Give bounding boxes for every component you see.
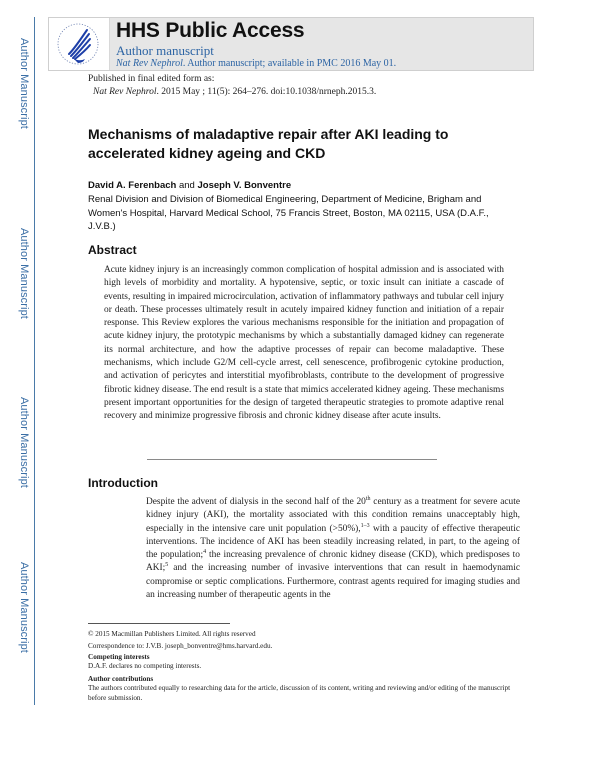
intro-text-segment: century as a treatment for severe acute kidney injury (AKI), the mortality associated with this condition remains unacceptably high, especially in the intensive care unit population (>50%), <box>146 497 520 534</box>
sidebar-label-author-manuscript: Author Manuscript <box>18 228 30 319</box>
hhs-eagle-logo-icon <box>49 18 109 70</box>
header-availability <box>116 58 396 69</box>
author-joiner: and <box>176 180 198 191</box>
sidebar-label-author-manuscript: Author Manuscript <box>18 562 30 653</box>
author-contributions-text: The authors contributed equally to researching data for the article, discussion of its content, writing and reviewing and/or editing of the manuscript before submission. <box>88 684 511 702</box>
intro-text-segment: and the increasing number of invasive interventions that can result in haemodynamic compromise or septic complications. Furthermore, contrast agents required for imaging studies and an increasing number of therapeutic agents in the <box>146 563 520 601</box>
citation-reference[interactable]: 1–3 <box>360 522 370 529</box>
header-subtitle: Author manuscript <box>116 43 214 58</box>
hhs-header-banner <box>48 17 534 71</box>
citation-reference[interactable]: 4 <box>203 549 207 556</box>
correspondence-note: Correspondence to: J.V.B. joseph_bonventre@hms.harvard.edu. <box>88 642 273 650</box>
abstract-heading: Abstract <box>88 243 137 257</box>
header-title: HHS Public Access <box>116 19 305 42</box>
copyright-notice: © 2015 Macmillan Publishers Limited. All rights reserved <box>88 630 256 638</box>
competing-interests-label: Competing interests <box>88 653 150 661</box>
published-label: Published in final edited form as: <box>88 74 215 84</box>
author-name: Joseph V. Bonventre <box>197 180 292 191</box>
introduction-text <box>146 496 520 602</box>
hhs-logo <box>49 18 110 70</box>
header-journal: Nat Rev Nephrol <box>116 58 183 69</box>
footnote-divider <box>88 623 230 624</box>
citation-reference[interactable]: 5 <box>165 562 169 569</box>
introduction-heading: Introduction <box>88 476 158 490</box>
author-name: David A. Ferenbach <box>88 180 177 191</box>
intro-text-segment: Despite the advent of dialysis in the second half of the 20 <box>146 497 366 507</box>
citation-text: . 2015 May ; 11(5): 264–276. doi:10.1038/nrneph.2015.3. <box>156 87 377 97</box>
author-contributions-label: Author contributions <box>88 675 154 683</box>
section-divider <box>147 459 437 460</box>
abstract-text: Acute kidney injury is an increasingly common complication of hospital admission and is associated with high levels of morbidity and mortality. A hypotensive, septic, or toxic insult can initiate a cascade of events, resulting in impaired microcirculation, activation of inflammatory pathways and tubular cell injury or death. These processes ultimately result in acutely impaired kidney function and initiation of a repair response. This Review explores the various mechanisms responsible for the initiation and propagation of acute kidney injury, the prototypic mechanisms by which a substantially damaged kidney can regenerate its normal architecture, and how the adaptive processes of repair can become maladaptive. These mechanisms, which include G2/M cell-cycle arrest, cell senescence, profibrogenic cytokine production, and activation of pericytes and interstitial myofibroblasts, contribute to the development of progressive fibrotic kidney disease. The end result is a state that mimics accelerated kidney ageing. These mechanisms present important opportunities for the design of targeted therapeutic strategies to promote adaptive renal recovery and minimize progressive fibrosis and chronic kidney disease after acute insults. <box>104 265 504 422</box>
sidebar-label-author-manuscript: Author Manuscript <box>18 397 30 488</box>
citation <box>93 87 376 97</box>
author-list <box>88 180 291 191</box>
affiliation: Renal Division and Division of Biomedical Engineering, Department of Medicine, Brigham and Women's Hospital, Harvard Medical School, 75 Francis Street, Boston, MA 02115, USA (D.A.F., J.V.B.) <box>88 194 489 232</box>
intro-text-segment: with a paucity of effective therapeutic interventions. The incidence of AKI has been steadily increasing related, in part, to the ageing of the population; <box>146 523 520 561</box>
intro-text-segment: the increasing prevalence of chronic kidney disease (CKD), which predisposes to AKI; <box>146 550 520 574</box>
competing-interests-text: D.A.F. declares no competing interests. <box>88 662 202 670</box>
sidebar-label-author-manuscript: Author Manuscript <box>18 38 30 129</box>
article-title: Mechanisms of maladaptive repair after AKI leading to accelerated kidney ageing and CKD <box>88 126 449 161</box>
sidebar-rule <box>34 17 35 705</box>
citation-journal: Nat Rev Nephrol <box>93 87 157 97</box>
header-availability-text: . Author manuscript; available in PMC 2016 May 01. <box>182 58 397 69</box>
superscript: th <box>365 495 371 502</box>
